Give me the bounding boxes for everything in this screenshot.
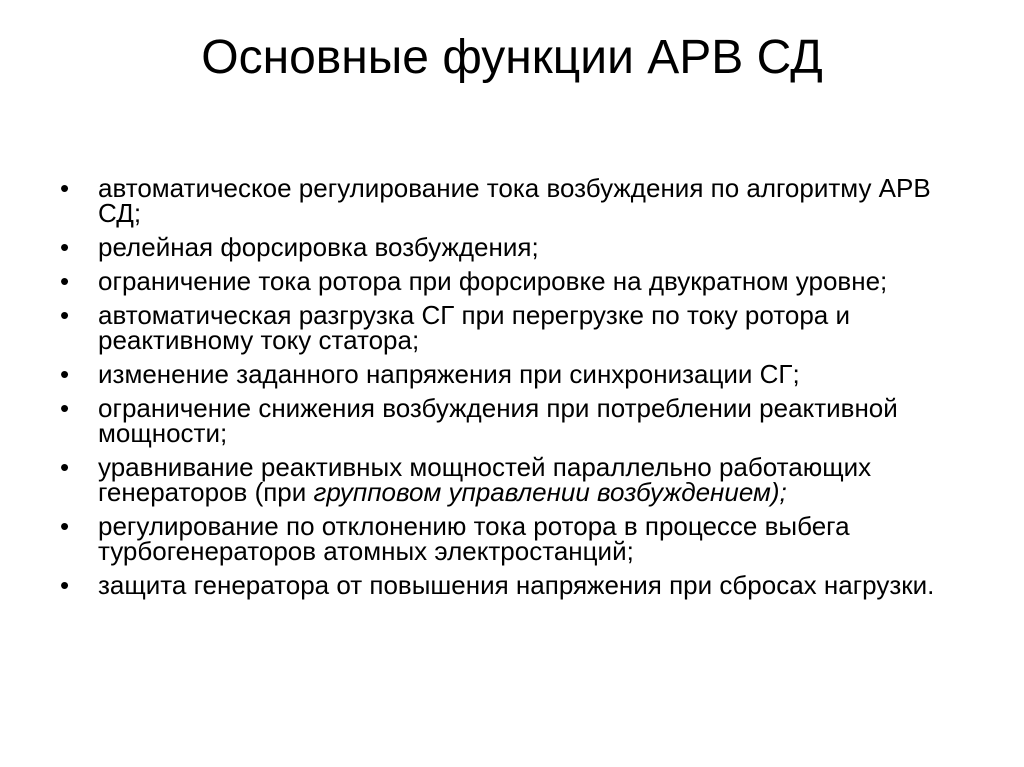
list-item-text: релейная форсировка возбуждения; xyxy=(98,232,539,262)
list-item xyxy=(60,173,980,228)
list-item-text: изменение заданного напряжения при синхронизации СГ; xyxy=(98,359,800,389)
bullet-icon: • xyxy=(60,359,70,389)
list-item-text: автоматическое регулирование тока возбуждения по алгоритму АРВ СД; xyxy=(98,173,931,228)
list-item xyxy=(60,393,980,448)
bullet-icon: • xyxy=(60,511,70,541)
bullet-icon: • xyxy=(60,300,70,330)
bullet-icon: • xyxy=(60,173,70,203)
list-item-italic-text: групповом управлении возбуждением); xyxy=(313,477,787,507)
list-item-text: регулирование по отклонению тока ротора в процессе выбега турбогенераторов атомных электростанций; xyxy=(98,511,850,566)
list-item-text: защита генератора от повышения напряжения при сбросах нагрузки. xyxy=(98,570,935,600)
bullet-icon: • xyxy=(60,393,70,423)
list-item xyxy=(60,359,980,389)
list-item-text: уравнивание реактивных мощностей параллельно работающих генераторов (при xyxy=(98,452,872,507)
list-item xyxy=(60,511,980,566)
list-item-text: ограничение снижения возбуждения при потреблении реактивной мощности; xyxy=(98,393,898,448)
list-item-text: ограничение тока ротора при форсировке на двукратном уровне; xyxy=(98,266,888,296)
list-item xyxy=(60,232,980,262)
list-item xyxy=(60,452,980,507)
bullet-icon: • xyxy=(60,266,70,296)
list-item-text: автоматическая разгрузка СГ при перегрузке по току ротора и реактивному току статора; xyxy=(98,300,851,355)
bullet-icon: • xyxy=(60,570,70,600)
bullet-icon: • xyxy=(60,232,70,262)
list-item xyxy=(60,266,980,296)
list-item xyxy=(60,300,980,355)
slide-title: Основные функции АРВ СД xyxy=(201,31,823,84)
list-item xyxy=(60,570,980,600)
bullet-icon: • xyxy=(60,452,70,482)
bullet-list xyxy=(60,173,980,607)
